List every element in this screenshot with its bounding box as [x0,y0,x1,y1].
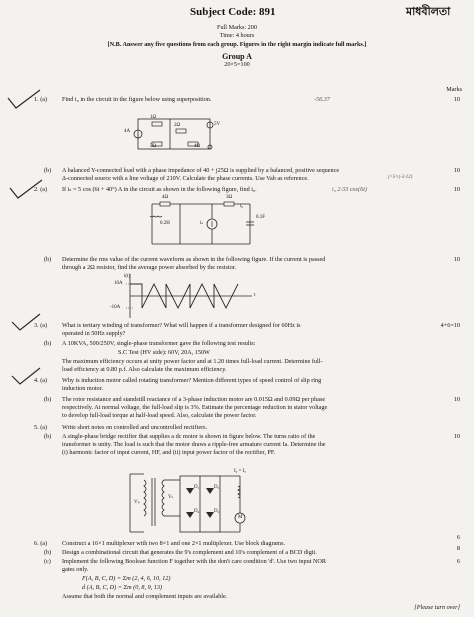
q1b-line2: Δ-connected source with a line voltage of 210V. Calculate the phase currents. Use Vab as reference. [62,175,309,182]
q3b-line3: The maximum efficiency occurs at unity power factor and at 1.20 times full-load current. Determine full- [62,358,323,365]
q6b-number: (b) [44,549,52,556]
checkmark-icon [6,178,46,202]
q5b-diode-2: D₂ [214,509,220,514]
q1a-text: Find i₀ in the circuit in the figure below using superposition. [62,96,212,103]
q4b-marks: 10 [453,396,460,403]
q5b-rectifier-figure [122,466,252,538]
q2b-line2: through a 2Ω resistor, find the average power absorbed by the resistor. [62,264,236,271]
q1a-marks: 10 [453,96,460,103]
q5b-line2: transformer is unity. The load is such that the motor draws a ripple-free armature current Ia. Determine the [62,441,326,448]
q1a-resistor-4: 4Ω [194,144,201,149]
q5b-load-current: I₀ = Iₐ [234,469,246,474]
handwritten-stamp: মাধবীলতা [406,6,451,18]
q2a-resistor-3: 3Ω [226,195,233,200]
q3b-line1: A 10KVA, 500/250V, single-phase transformer gave the following test results: [62,340,256,347]
q3b-line4: load efficiency at 0.80 p.f. Also calculate the maximum efficiency. [62,366,227,373]
instructions-note: [N.B. Answer any five questions from each group. Figures in the right margin indicate full marks.] [107,41,367,48]
q6c-line3: Assume that both the normal and complement inputs are available. [62,593,228,600]
q2a-annotation: i₀ 2·33 cos(6t) [332,186,367,193]
q5b-diode-1: D₁ [194,485,200,490]
q3b-line2: S.C Test (HV side): 60V, 20A, 150W [118,349,210,356]
q2a-number: 2. (a) [34,186,48,193]
q2b-y-axis-label: i(t) [124,274,131,279]
q3a-line2: operated in 50Hz supply? [62,330,126,337]
checkmark-icon [8,312,44,334]
q5b-line1: A single-phase bridge rectifier that supplies a dc motor is shown in figure below. The turns ratio of the [62,433,316,440]
q3a-line1: What is tertiary winding of transformer? What will happen if a transformer designed for 60Hz is [62,322,301,329]
q5a-text: Write short notes on controlled and uncontrolled rectifiers. [62,424,208,431]
q1b-number: (b) [44,167,52,174]
checkmark-icon [8,366,44,388]
q2b-y-top-label: 10A [114,281,123,286]
q6c-marks: 6 [456,558,460,565]
q1a-source-voltage: 5V [214,122,221,127]
q6b-marks: 8 [456,545,460,552]
q3a-number: 3. (a) [34,322,48,329]
marks-formula: 20×5=100 [224,61,250,68]
q1a-resistor-1: 1Ω [150,115,157,120]
checkmark-icon [4,88,44,112]
q5b-secondary-voltage: Vₛ [168,495,174,500]
q6a-number: 6. (a) [34,540,48,547]
q5b-diode-3: D₃ [214,485,220,490]
q2a-resistor-4: 4Ω [162,195,169,200]
q1b-marks: 10 [453,167,460,174]
q5b-diode-4: D₄ [194,509,200,514]
q2a-inductor: 0.2H [160,221,170,226]
q5b-marks: 10 [453,433,460,440]
q6c-number: (c) [44,558,51,565]
q4b-number: (b) [44,396,52,403]
subject-code: Subject Code: 891 [190,6,276,18]
full-marks: Full Marks: 200 [217,24,257,31]
q4b-line2: respectively. At normal voltage, the full-load slip is 3%. Estimate the percentage reduction in stator voltage [62,404,328,411]
q5b-motor-label: M [238,515,243,520]
q2b-waveform-figure [116,272,256,320]
q1a-resistor-2: 2Ω [174,123,181,128]
q6c-function: F(A, B, C, D) = Σm (2, 4, 6, 10, 12) [82,575,171,582]
q2a-output-label: i₀ [240,204,244,209]
q6b-text: Design a combinational circuit that generates the 9's complement and 10's complement of a BCD digit. [62,549,317,556]
q1b-annotation: j=5×(-3·12) [388,175,413,180]
q4a-line1: Why is induction motor called rotating transformer? Mention different types of speed control of slip ring [62,377,322,384]
q2b-number: (b) [44,256,52,263]
q3b-number: (b) [44,340,52,347]
group-title: Group A [222,52,252,61]
q2b-y-bottom-label: -10A [110,305,121,310]
q2a-text: If iₛ = 5 cos (6t + 40°) A in the circuit as shown in the following figure, find i₀. [62,186,257,193]
q2a-source-label: iₛ [200,221,204,226]
q1a-source-current: 4A [124,129,131,134]
q3a-marks: 4+6=10 [440,322,460,329]
q6c-dont-care: d (A, B, C, D) = Σm (0, 8, 9, 13) [82,584,163,591]
q5b-number: (b) [44,433,52,440]
q4a-line2: induction motor. [62,385,103,392]
q2b-x-axis-label: t [254,293,256,298]
q1a-number: 1. (a) [34,96,48,103]
time-allowed: Time: 4 hours [219,32,255,39]
q2b-marks: 10 [453,256,460,263]
q4b-line1: The rotor resistance and standstill reactance of a 3-phase induction motor are 0.015Ω and 0.09Ω per phase [62,396,326,403]
q4b-line3: to develop full-load torque at half-load speed. Also, calculate the power factor. [62,412,257,419]
q6a-marks: 6 [456,534,460,541]
q1b-line1: A balanced Y-connected load with a phase impedance of 40 + j25Ω is supplied by a balanced, positive sequence [62,167,340,174]
q6a-text: Construct a 16×1 multiplexer with two 8×1 and one 2×1 multiplexer. Use block diagrams. [62,540,286,547]
q1a-annotation: -56.37 [314,96,330,103]
q2b-line1: Determine the rms value of the current waveform as shown in the following figure. If the current is passed [62,256,326,263]
q5a-number: 5. (a) [34,424,48,431]
q5b-primary-voltage: Vₚ [134,500,140,505]
q2a-marks: 10 [453,186,460,193]
q4a-number: 4. (a) [34,377,48,384]
q1a-circuit-figure [118,109,228,157]
q1a-resistor-3: 5Ω [150,144,157,149]
q6c-line1: Implement the following Boolean function F together with the don't care condition 'd'. Use two input NOR [62,558,327,565]
q2a-capacitor: 0.1F [256,215,266,220]
q5b-line3: (i) harmonic factor of input current, HF, and (ii) input power factor of the rectifier, PF. [62,449,276,456]
q6c-line2: gates only. [62,566,89,573]
marks-column-header: Marks [446,86,462,93]
footer-turn-over: [Please turn over] [414,604,460,611]
